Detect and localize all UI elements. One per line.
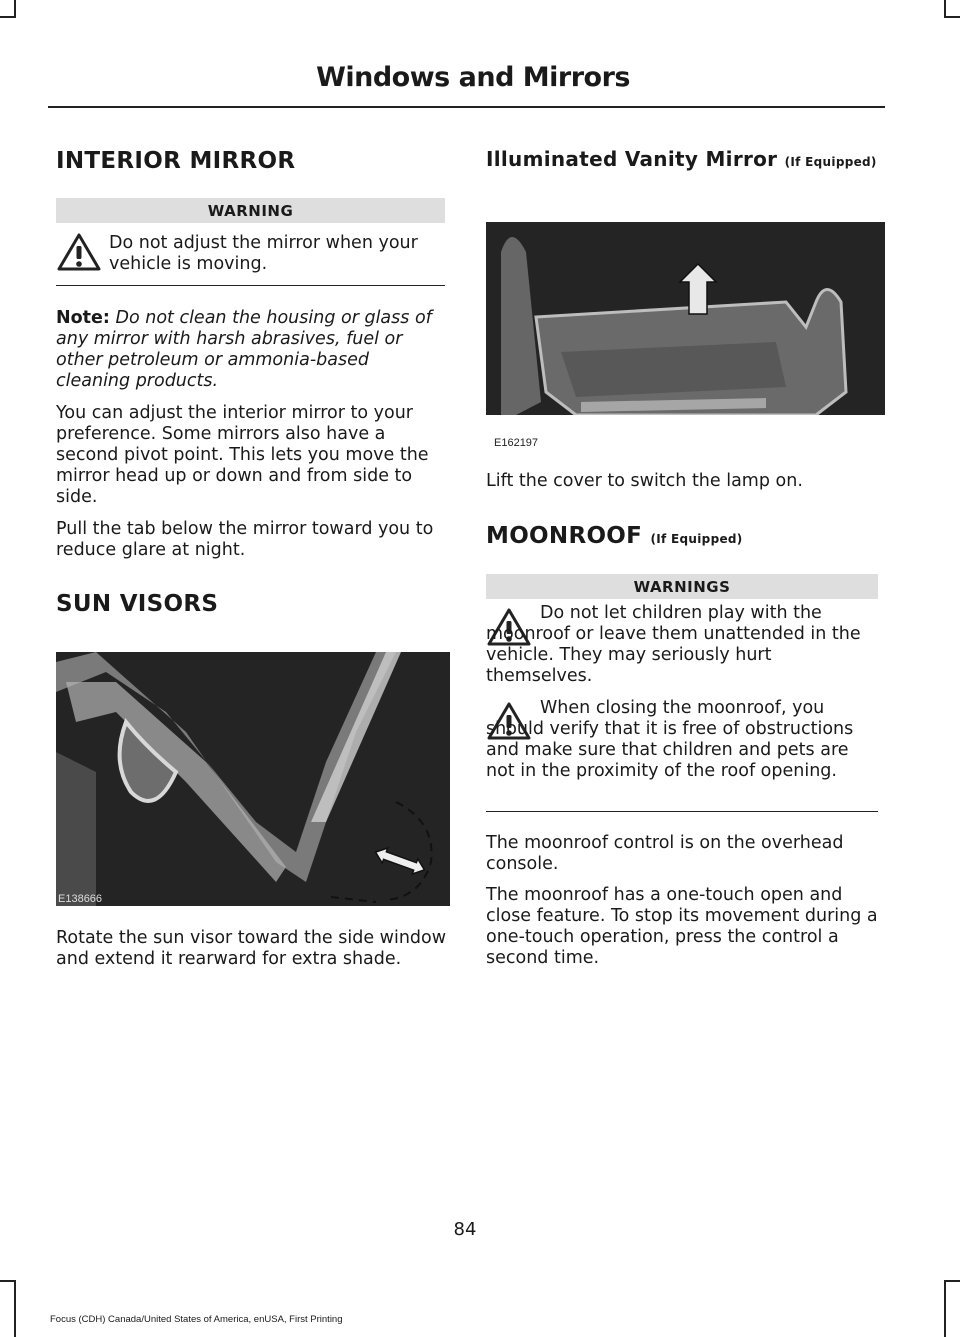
vanity-mirror-heading xyxy=(486,147,877,171)
crop-mark xyxy=(0,1280,16,1282)
crop-mark xyxy=(944,16,960,18)
sun-visor-illustration xyxy=(56,652,450,906)
warnings-label: WARNINGS xyxy=(486,574,878,599)
warning-label: WARNING xyxy=(56,198,445,223)
warning-text: Do not adjust the mirror when your vehicle is moving. xyxy=(109,233,418,274)
header-divider xyxy=(48,106,885,108)
glare-paragraph: Pull the tab below the mirror toward you to reduce glare at night. xyxy=(56,519,434,560)
vanity-mirror-figure xyxy=(486,222,885,415)
note-label: Note: xyxy=(56,308,110,328)
adjust-paragraph: You can adjust the interior mirror to your preference. Some mirrors also have a second pivot point. This lets you move the mirror head up or down and from side to side. xyxy=(56,403,429,507)
vanity-mirror-title: Illuminated Vanity Mirror xyxy=(486,147,778,171)
warning-triangle-icon xyxy=(56,232,102,272)
warning-divider xyxy=(56,285,445,286)
page-number: 84 xyxy=(453,1219,477,1240)
moonroof-one-touch-text: The moonroof has a one-touch open and close feature. To stop its movement during a one-touch operation, press the control a second time. xyxy=(486,885,878,968)
sun-visors-heading: SUN VISORS xyxy=(56,591,219,617)
vanity-mirror-text: Lift the cover to switch the lamp on. xyxy=(486,471,803,491)
section-title: Windows and Mirrors xyxy=(316,62,630,93)
note-text: Do not clean the housing or glass of any mirror with harsh abrasives, fuel or other petroleum or ammonia-based cleaning products. xyxy=(56,308,432,391)
moonroof-qualifier: (If Equipped) xyxy=(650,532,743,546)
crop-mark xyxy=(14,1280,16,1337)
footer: Focus (CDH) Canada/United States of America, enUSA, First Printing xyxy=(50,1314,343,1325)
crop-mark xyxy=(14,0,16,16)
crop-mark xyxy=(944,1280,946,1337)
figure-code: E138666 xyxy=(58,893,103,905)
moonroof-title: MOONROOF xyxy=(486,523,643,549)
vanity-mirror-illustration xyxy=(486,222,885,415)
figure-code: E162197 xyxy=(494,437,539,449)
note-paragraph xyxy=(56,308,448,392)
sun-visor-figure xyxy=(56,652,450,906)
sun-visor-text: Rotate the sun visor toward the side window and extend it rearward for extra shade. xyxy=(56,928,447,969)
crop-mark xyxy=(944,0,946,16)
crop-mark xyxy=(0,16,16,18)
moonroof-control-text: The moonroof control is on the overhead console. xyxy=(486,833,844,874)
moonroof-warning-1: Do not let children play with the moonroof or leave them unattended in the vehicle. They may seriously hurt themselves. xyxy=(486,603,861,686)
crop-mark xyxy=(944,1280,960,1282)
moonroof-warning-2: When closing the moonroof, you should verify that it is free of obstructions and make sure that children and pets are not in the proximity of the roof opening. xyxy=(486,698,854,781)
warnings-divider xyxy=(486,811,878,812)
vanity-mirror-qualifier: (If Equipped) xyxy=(784,155,877,169)
interior-mirror-heading: INTERIOR MIRROR xyxy=(56,148,296,174)
moonroof-heading xyxy=(486,523,743,549)
